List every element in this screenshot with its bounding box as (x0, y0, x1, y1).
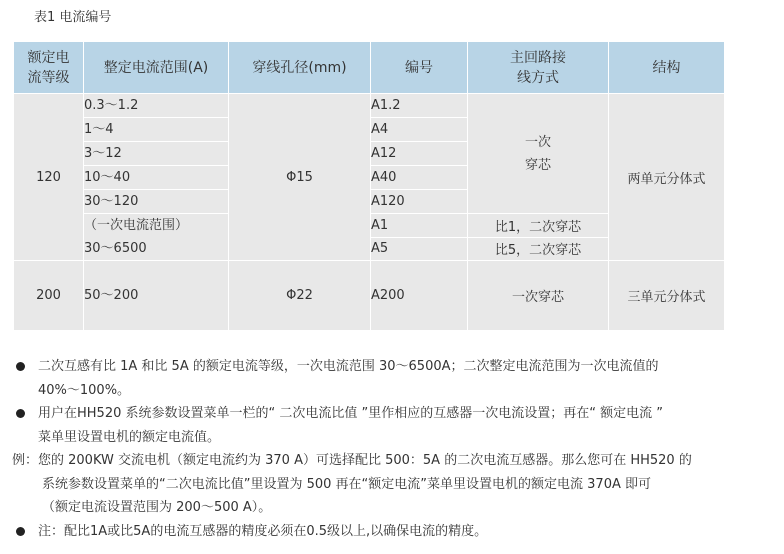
code-cell: A40 (371, 166, 468, 190)
example-line: （额定电流设置范围为 200～500 A）。 (42, 500, 272, 515)
wiring-200-cell: 一次穿芯 (468, 261, 609, 331)
header-structure: 结构 (609, 42, 725, 94)
note-accuracy (12, 520, 772, 544)
header-wiring-line1: 主回路接 (510, 49, 566, 66)
note-user-setting (12, 402, 772, 449)
code-cell: A1 (371, 214, 468, 238)
bullet-icon (16, 409, 25, 418)
code-cell: A12 (371, 142, 468, 166)
header-rating-line1: 额定电 (27, 49, 70, 66)
header-range: 整定电流范围(A) (84, 42, 229, 94)
table-caption: 表1 电流编号 (34, 10, 112, 25)
primary-range-label: （一次电流范围） (84, 218, 189, 233)
code-cell: A5 (371, 237, 468, 261)
range-cell: 0.3～1.2 (84, 94, 229, 118)
example-line: 系统参数设置菜单的“二次电流比值”里设置为 500 再在“额定电流”菜单里设置电机的额定电流 370A 即可 (42, 476, 651, 492)
structure-120-cell: 两单元分体式 (609, 94, 725, 261)
header-wiring (468, 42, 609, 94)
structure-200-cell: 三单元分体式 (609, 261, 725, 331)
range-cell: 1～4 (84, 118, 229, 142)
note-secondary-ct (12, 355, 772, 402)
wiring-primary-line2: 穿芯 (524, 157, 551, 173)
bore-22-cell: Φ22 (229, 261, 371, 331)
code-cell: A1.2 (371, 94, 468, 118)
header-code: 编号 (371, 42, 468, 94)
bullet-icon (16, 362, 25, 371)
primary-range-cell (84, 214, 229, 261)
table-row (14, 94, 725, 118)
table-header-row (14, 42, 725, 94)
wiring-ratio5-cell: 比5，二次穿芯 (468, 237, 609, 261)
bore-15-cell: Φ15 (229, 94, 371, 261)
current-code-table (13, 41, 725, 331)
note-line: 菜单里设置电机的额定电流值。 (38, 429, 221, 445)
code-200-cell: A200 (371, 261, 468, 331)
primary-range-value: 30～6500 (84, 241, 147, 256)
range-cell: 10～40 (84, 166, 229, 190)
header-bore: 穿线孔径(mm) (229, 42, 371, 94)
bullet-icon (16, 527, 25, 536)
table-row (14, 261, 725, 331)
wiring-primary-cell (468, 94, 609, 214)
code-cell: A120 (371, 190, 468, 214)
header-rating (14, 42, 84, 94)
example-line: 例：您的 200KW 交流电机（额定电流约为 370 A）可选择配比 500：5A 的二次电流互感器。那么您可在 HH520 的 (12, 453, 692, 468)
wiring-primary-line1: 一次 (524, 134, 551, 150)
notes-section (12, 355, 772, 543)
header-rating-line2: 流等级 (27, 69, 70, 86)
note-line: 用户在HH520 系统参数设置菜单一栏的“ 二次电流比值 ”里作相应的互感器一次电流设置；再在“ 额定电流 ” (38, 406, 663, 421)
wiring-ratio1-cell: 比1，二次穿芯 (468, 214, 609, 238)
header-wiring-line2: 线方式 (517, 69, 559, 86)
note-line: 二次互感有比 1A 和比 5A 的额定电流等级，一次电流范围 30～6500A；二次整定电流范围为一次电流值的 (38, 359, 659, 374)
rating-200-cell: 200 (14, 261, 84, 331)
note-line: 40%～100%。 (38, 382, 131, 398)
note-line: 注：配比1A或比5A的电流互感器的精度必须在0.5级以上,以确保电流的精度。 (38, 523, 488, 539)
example-paragraph (12, 449, 772, 520)
range-200-cell: 50～200 (84, 261, 229, 331)
rating-120-cell: 120 (14, 94, 84, 261)
range-cell: 30～120 (84, 190, 229, 214)
range-cell: 3～12 (84, 142, 229, 166)
code-cell: A4 (371, 118, 468, 142)
